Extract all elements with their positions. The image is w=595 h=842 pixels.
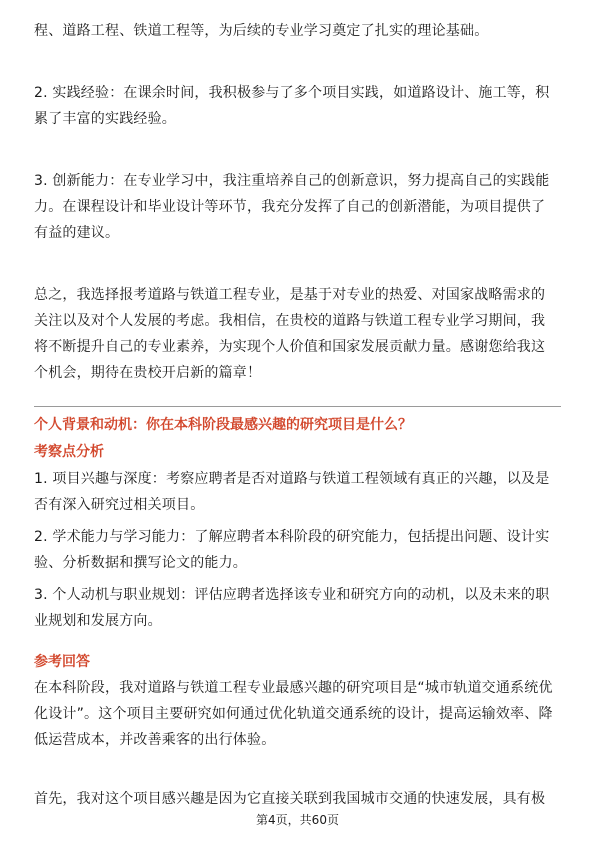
text-line: 关注以及对个人发展的考虑。我相信，在贵校的道路与铁道工程专业学习期间，我 bbox=[34, 313, 546, 329]
analysis-item-1 bbox=[34, 466, 561, 518]
section-divider bbox=[34, 406, 561, 407]
text-line: 累了丰富的实践经验。 bbox=[34, 111, 176, 127]
intro-tail-paragraph bbox=[34, 18, 561, 44]
text-line: 否有深入研究过相关项目。 bbox=[34, 497, 205, 513]
text-line: 2. 实践经验：在课余时间，我积极参与了多个项目实践，如道路设计、施工等，积 bbox=[34, 85, 550, 101]
text-line: 力。在课程设计和毕业设计等环节，我充分发挥了自己的创新潜能，为项目提供了 bbox=[34, 199, 546, 215]
text-line: 3. 创新能力：在专业学习中，我注重培养自己的创新意识，努力提高自己的实践能 bbox=[34, 173, 550, 189]
text-line: 1. 项目兴趣与深度：考察应聘者是否对道路与铁道工程领域有真正的兴趣，以及是 bbox=[34, 471, 550, 487]
text-line: 业规划和发展方向。 bbox=[34, 613, 162, 629]
text-line: 首先，我对这个项目感兴趣是因为它直接关联到我国城市交通的快速发展，具有极 bbox=[34, 791, 546, 807]
analysis-item-2 bbox=[34, 524, 561, 576]
text-line: 化设计”。这个项目主要研究如何通过优化轨道交通系统的设计，提高运输效率、降 bbox=[34, 706, 553, 722]
answer-heading: 参考回答 bbox=[34, 654, 90, 670]
text-line: 程、道路工程、铁道工程等，为后续的专业学习奠定了扎实的理论基础。 bbox=[34, 23, 489, 39]
text-line: 有益的建议。 bbox=[34, 225, 120, 241]
analysis-item-3 bbox=[34, 582, 561, 634]
conclusion-paragraph bbox=[34, 282, 561, 386]
practice-experience-paragraph bbox=[34, 80, 561, 132]
text-line: 个机会，期待在贵校开启新的篇章！ bbox=[34, 365, 262, 381]
answer-paragraph-2 bbox=[34, 786, 561, 812]
text-line: 3. 个人动机与职业规划：评估应聘者选择该专业和研究方向的动机，以及未来的职 bbox=[34, 587, 550, 603]
text-line: 在本科阶段，我对道路与铁道工程专业最感兴趣的研究项目是“城市轨道交通系统优 bbox=[34, 680, 553, 696]
text-line: 低运营成本，并改善乘客的出行体验。 bbox=[34, 732, 276, 748]
innovation-paragraph bbox=[34, 168, 561, 246]
question-heading: 个人背景和动机：你在本科阶段最感兴趣的研究项目是什么？ bbox=[34, 417, 412, 433]
text-line: 总之，我选择报考道路与铁道工程专业，是基于对专业的热爱、对国家战略需求的 bbox=[34, 287, 546, 303]
page-number-footer: 第4页，共60页 bbox=[256, 813, 339, 827]
analysis-heading: 考察点分析 bbox=[34, 444, 104, 460]
text-line: 验、分析数据和撰写论文的能力。 bbox=[34, 555, 247, 571]
text-line: 将不断提升自己的专业素养，为实现个人价值和国家发展贡献力量。感谢您给我这 bbox=[34, 339, 546, 355]
answer-paragraph-1 bbox=[34, 675, 561, 753]
text-line: 2. 学术能力与学习能力：了解应聘者本科阶段的研究能力，包括提出问题、设计实 bbox=[34, 529, 550, 545]
